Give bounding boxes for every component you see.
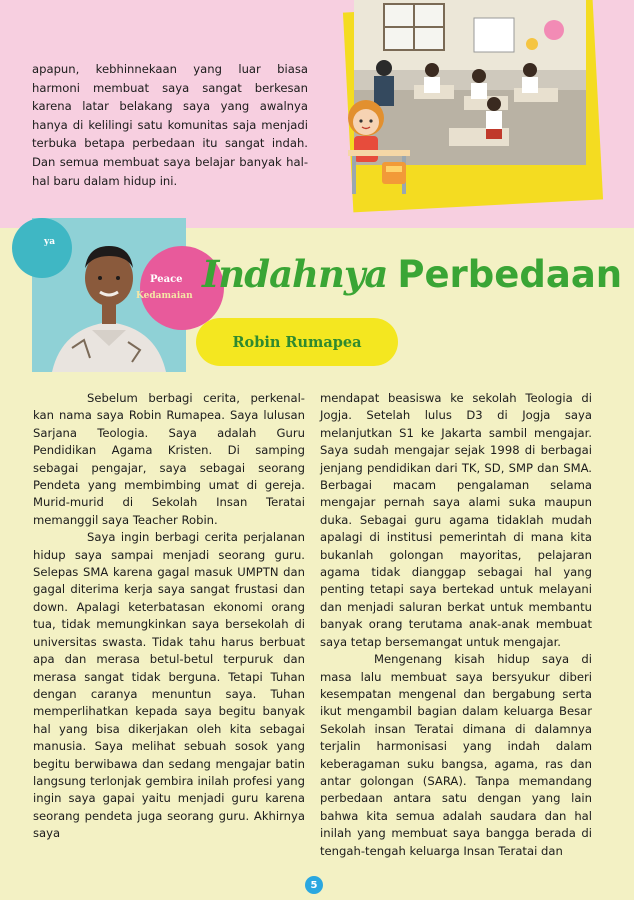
article-paragraph: Saya ingin berbagi cerita perjalanan hidup saya sampai menjadi seorang guru. Selepas SMA karena gagal masuk UMPTN dan gagal diterima kerja saya sangat frustasi dan down. Apalagi keterbatasan ekonomi orang tua, tidak memungkinkan saya bersekolah di universitas swasta. Tidak tahu harus berbuat apa dan merasa betul-betul terpuruk dan merasa sangat tidak berguna. Tetapi Tuhan dengan caranya menuntun saya. Tuhan memperlihatkan kepada saya begitu banyak hal yang bisa dikerjakan oleh kita sebagai manusia. Saya melihat sebuah sosok yang begitu berwibawa dan sedang mengajar batin langsung terlonjak gembira inilah profesi yang ingin saya gapai yaitu menjadi guru karena seorang pendeta juga seorang guru. Akhirnya saya [33,530,305,841]
article-paragraph: Mengenang kisah hidup saya di masa lalu membuat saya bersyukur diberi kesempatan mengenal dan bergabung serta ikut mengambil bagian dalam keluarga Besar Sekolah insan Teratai dimana di dalamnya terjalin harmonisasi yang indah dalam keberagaman suku bangsa, agama, ras dan antar golongan (SARA). Tanpa memandang perbedaan antara satu dengan yang lain bahwa kita semua adalah saudara dan hal inilah yang membuat saya bangga berada di tengah-tengah keluarga Insan Teratai dan [320,652,592,858]
girl-reading-illustration [340,96,418,204]
portrait-bubble-text-ya: ya [44,237,56,247]
page-number: 5 [310,879,318,891]
classroom-photo-frame [340,0,590,212]
portrait-bubble-text-kedamaian: Kedamaian [136,291,193,301]
author-name-badge [196,318,398,366]
article-paragraph: Sebelum berbagi cerita, perkenal-kan nama saya Robin Rumapea. Saya lulusan Sarjana Teologia. Saya adalah Guru Pendidikan Agama Kristen. Di samping sebagai pengajar, saya sebagai seorang Pendeta yang membimbing umat di gereja. Murid-murid di Sekolah Insan Teratai memanggil saya Teacher Robin. [33,391,305,527]
page-number-badge [305,876,323,894]
article-column-right [320,390,592,860]
author-name: Robin Rumapea [232,333,362,351]
article-title [202,252,622,312]
article-column-left [33,390,305,843]
intro-paragraph: apapun, kebhinnekaan yang luar biasa harmoni membuat saya sangat berkesan karena latar belakang saya yang awalnya hanya di kelilingi satu komunitas saja menjadi terbuka betapa perbedaan itu sangat indah. Dan semua membuat saya belajar banyak hal-hal baru dalam hidup ini. [32,62,308,188]
article-title-script: Indahnya [202,252,388,296]
author-portrait [32,218,193,372]
article-paragraph: mendapat beasiswa ke sekolah Teologia di Jogja. Setelah lulus D3 di Jogja saya melanjutkan S1 ke Jakarta sambil mengajar. Saya sudah mengajar sejak 1998 di berbagai jenjang pendidikan dari TK, SD, SMP dan SMA. Berbagai macam pengalaman selama mengajar pernah saya alami suka maupun duka. Sebagai guru agama tidaklah mudah apalagi di institusi pemerintah di mana kita bukanlah golongan mayoritas, pelajaran agama tidak dianggap sebagai hal yang penting tetapi saya bertekad untuk melayani dan menjadi saluran berkat untuk membantu banyak orang terutama anak-anak membuat saya tetap bersemangat untuk mengajar. [320,391,592,649]
portrait-bubble-text-peace: Peace [150,274,183,285]
article-title-bold: Perbedaan [397,253,623,296]
